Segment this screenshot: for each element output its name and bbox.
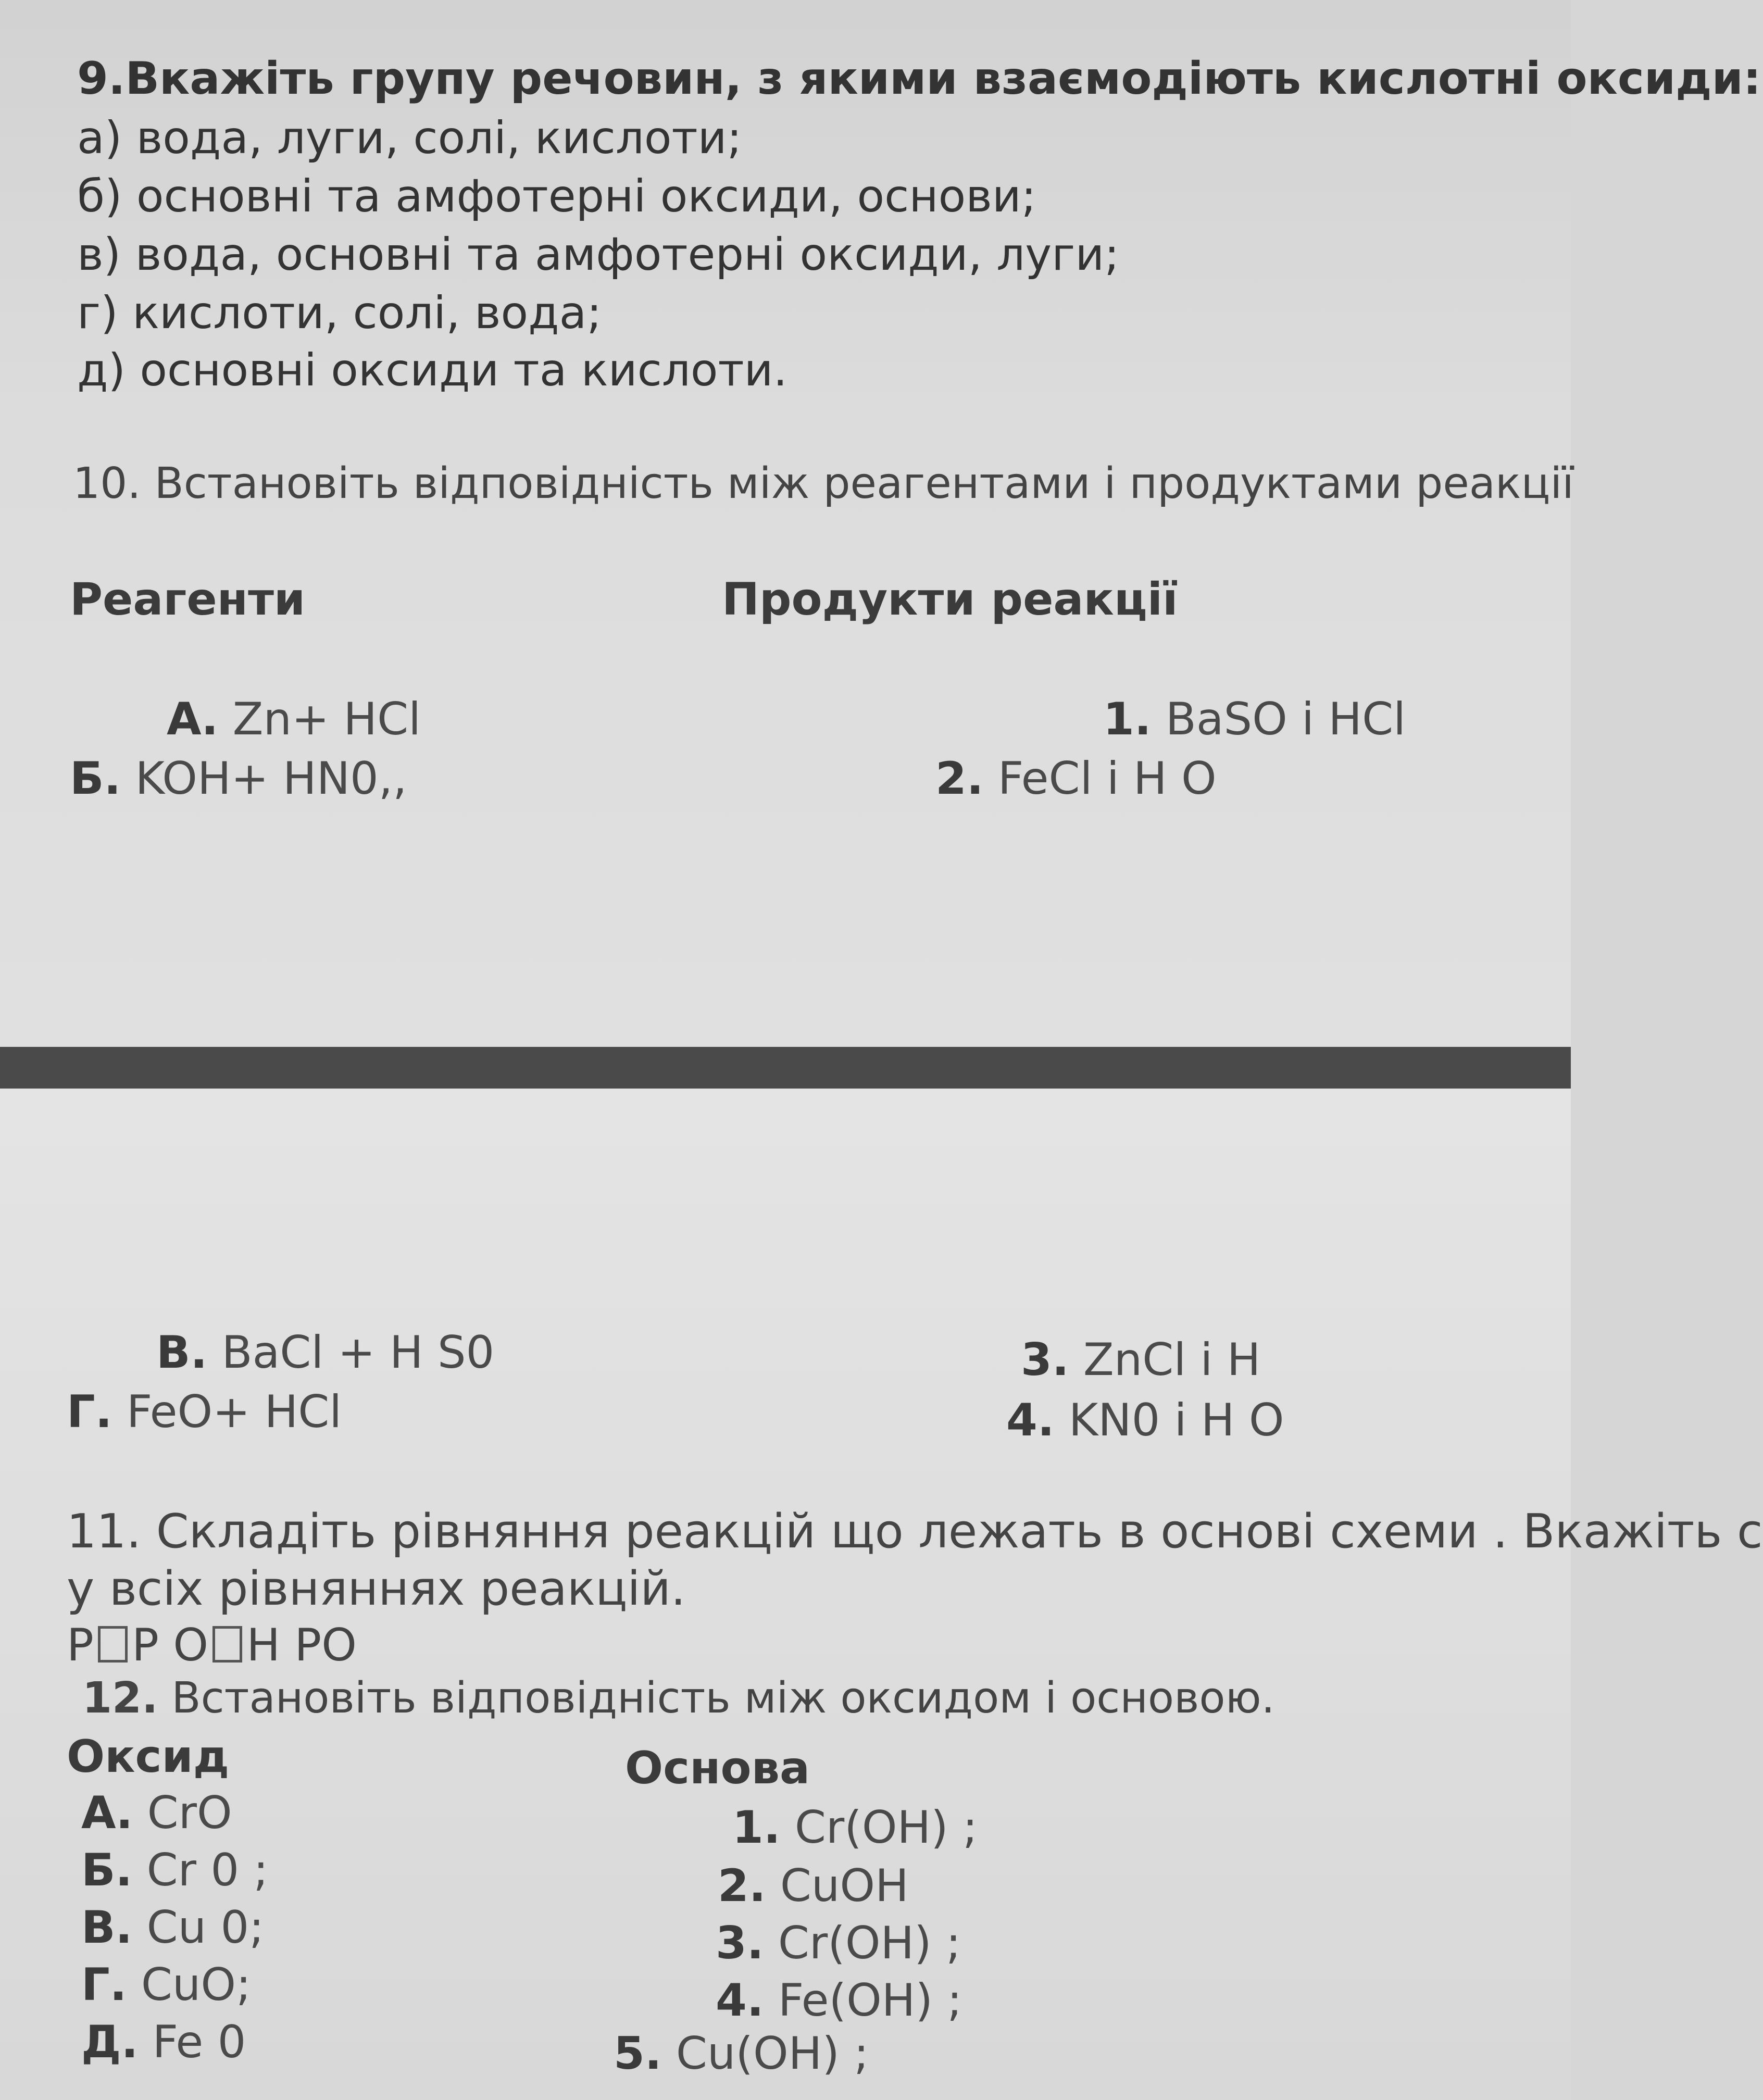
oxide-letter: Б. [81,1844,133,1896]
product-number: 3. [1021,1334,1069,1386]
q12-base-header: Основа [625,1742,810,1794]
base-number: 1. [732,1802,781,1854]
q10-reagent-b [70,753,407,805]
q12-title: Встановіть відповідність між оксидом і основою. [171,1673,1275,1723]
q10-reagent-a [167,693,421,745]
base-number: 4. [716,1974,764,2027]
oxide-letter: Г. [81,1959,127,2011]
product-number: 1. [1103,693,1152,745]
base-text: Cr(OH) ; [778,1917,961,1969]
reagent-letter: А. [167,693,219,745]
q9-title: 9.Вкажіть групу речовин, з якими взаємодіють кислотні оксиди: [77,53,1761,105]
q11-line2: у всіх рівняннях реакцій. [67,1561,686,1616]
q12-oxide-header: Оксид [67,1731,230,1783]
q12-base-2 [718,1860,909,1912]
q10-product-2 [935,753,1217,805]
product-text: FeCl і H O [997,753,1217,805]
product-number: 2. [935,753,984,805]
oxide-text: CrO [147,1787,232,1839]
q12-oxide-a [81,1787,232,1839]
product-text: ZnCl і H [1083,1334,1261,1386]
scheme-h3po4: H PO [246,1619,357,1671]
product-number: 4. [1006,1394,1055,1446]
base-number: 2. [718,1860,766,1912]
q10-reagent-d [67,1386,342,1438]
arrow-box-icon [98,1626,128,1663]
q10-product-3 [1021,1334,1261,1386]
reagent-letter: Б. [70,753,121,805]
oxide-letter: А. [81,1787,133,1839]
q12-oxide-e [81,2016,246,2068]
q9-option-a: а) вода, луги, солі, кислоти; [77,112,742,164]
q10-title: 10. Встановіть відповідність між реагентами і продуктами реакції [73,459,1574,508]
scheme-p2o5: P O [132,1619,209,1671]
product-text: KN0 і H O [1068,1394,1284,1446]
reagent-text: FeO+ HCl [126,1386,342,1438]
reagent-text: KOH+ HN0,, [135,753,407,805]
sheet-divider [0,1047,1571,1089]
base-number: 5. [614,2028,662,2080]
q10-products-header: Продукти реакції [722,573,1178,626]
q12-base-3 [716,1917,961,1969]
q9-option-c: в) вода, основні та амфотерні оксиди, луги; [77,229,1120,281]
base-number: 3. [716,1917,764,1969]
base-text: Fe(OH) ; [778,1974,962,2027]
q12-oxide-b [81,1844,269,1896]
reagent-letter: В. [156,1327,208,1379]
base-text: Cr(OH) ; [794,1802,978,1854]
q11-title: 11. Складіть рівняння реакцій що лежать в основі схеми . Вкажіть с [67,1504,1763,1559]
q12-oxide-d [81,1959,252,2011]
oxide-text: Cr 0 ; [146,1844,269,1896]
q12-base-4 [716,1974,962,2027]
base-text: CuOH [780,1860,909,1912]
scheme-p: P [67,1619,94,1671]
product-text: BaSO і HCl [1165,693,1406,745]
q10-product-1 [1103,693,1406,745]
oxide-letter: В. [81,1902,133,1954]
q12-base-5 [614,2028,869,2080]
oxide-text: Cu 0; [146,1902,265,1954]
oxide-text: CuO; [141,1959,252,2011]
reagent-text: BaCl + H S0 [221,1327,495,1379]
q9-option-e: д) основні оксиди та кислоти. [77,344,787,396]
oxide-letter: Д. [81,2016,139,2068]
q12-title-line [82,1673,1275,1723]
reagent-letter: Г. [67,1386,112,1438]
q12-base-1 [732,1802,978,1854]
base-text: Cu(OH) ; [676,2028,869,2080]
oxide-text: Fe 0 [152,2016,246,2068]
q9-option-d: г) кислоти, солі, вода; [77,287,602,339]
q9-option-b: б) основні та амфотерні оксиди, основи; [77,170,1036,222]
q10-reagent-c [156,1327,495,1379]
q10-reagents-header: Реагенти [70,573,306,626]
q12-number: 12. [82,1673,158,1723]
reagent-text: Zn+ HCl [232,693,421,745]
q12-oxide-c [81,1902,265,1954]
q10-product-4 [1006,1394,1284,1446]
arrow-box-icon [212,1626,242,1663]
q11-scheme [67,1619,357,1671]
